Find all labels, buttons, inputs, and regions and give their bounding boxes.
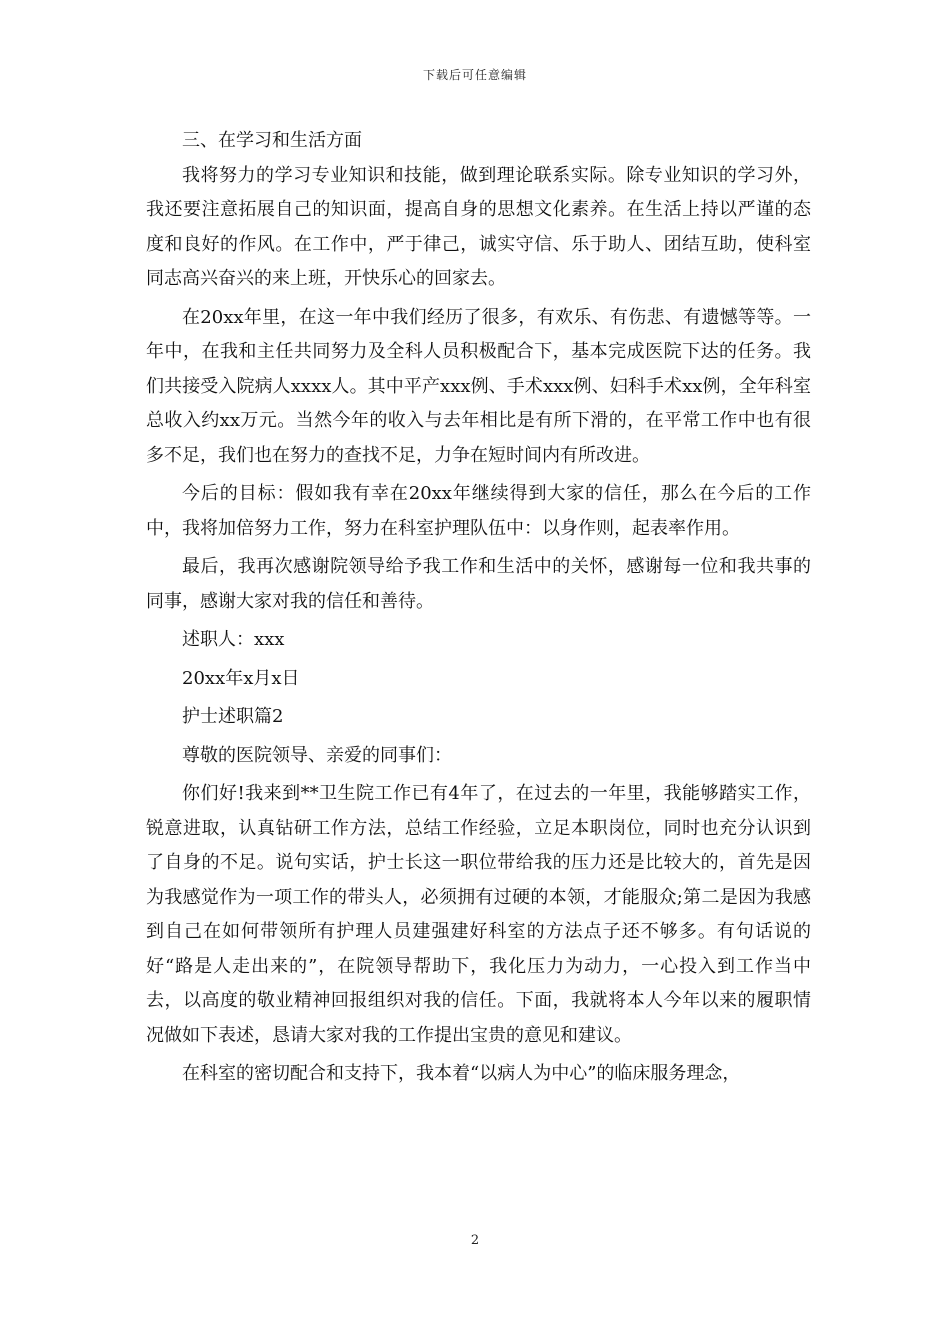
section-heading-study-life: 三、在学习和生活方面 bbox=[182, 130, 362, 151]
paragraph-future-goals: 今后的目标：假如我有幸在20xx年继续得到大家的信任，那么在今后的工作中，我将加倍努力工作，努力在科室护理队伍中：以身作则，起表率作用。 bbox=[146, 483, 811, 539]
section-title-report-2: 护士述职篇2 bbox=[182, 706, 284, 727]
reporter-signature: 述职人：xxx bbox=[182, 629, 285, 650]
page-header-note: 下载后可任意编辑 bbox=[422, 68, 527, 82]
salutation: 尊敬的医院领导、亲爱的同事们： bbox=[182, 744, 452, 766]
paragraph-thanks: 最后，我再次感谢院领导给予我工作和生活中的关怀，感谢每一位和我共事的同事，感谢大家对我的信任和善待。 bbox=[146, 556, 811, 612]
page-number: 2 bbox=[470, 1233, 480, 1248]
paragraph-year-review: 在20xx年里，在这一年中我们经历了很多，有欢乐、有伤悲、有遗憾等等。一年中，在我和主任共同努力及全科人员积极配合下，基本完成医院下达的任务。我们共接受入院病人xxxx人。其中平产xxx例、手术xxx例、妇科手术xx例，全年科室总收入约xx万元。当然今年的收入与去年相比是有所下滑的，在平常工作中也有很多不足，我们也在努力的查找不足，力争在短时间内有所改进。 bbox=[146, 306, 811, 466]
paragraph-clinical-service: 在科室的密切配合和支持下，我本着“以病人为中心”的临床服务理念， bbox=[182, 1063, 741, 1084]
document-body bbox=[146, 124, 811, 1092]
paragraph-introduction: 你们好!我来到**卫生院工作已有4年了，在过去的一年里，我能够踏实工作，锐意进取，认真钻研工作方法，总结工作经验，立足本职岗位，同时也充分认识到了自身的不足。说句实话，护士长这一职位带给我的压力还是比较大的，首先是因为我感觉作为一项工作的带头人，必须拥有过硬的本领，才能服众;第二是因为我感到自己在如何带领所有护理人员建强建好科室的方法点子还不够多。有句话说的好“路是人走出来的”，在院领导帮助下，我化压力为动力，一心投入到工作当中去，以高度的敬业精神回报组织对我的信任。下面，我就将本人今年以来的履职情况做如下表述，恳请大家对我的工作提出宝贵的意见和建议。 bbox=[146, 783, 811, 1046]
paragraph-study-plan: 我将努力的学习专业知识和技能，做到理论联系实际。除专业知识的学习外，我还要注意拓展自己的知识面，提高自身的思想文化素养。在生活上持以严谨的态度和良好的作风。在工作中，严于律己，诚实守信、乐于助人、团结互助，使科室同志高兴奋兴的来上班，开快乐心的回家去。 bbox=[146, 164, 811, 289]
report-date: 20xx年x月x日 bbox=[182, 667, 300, 689]
